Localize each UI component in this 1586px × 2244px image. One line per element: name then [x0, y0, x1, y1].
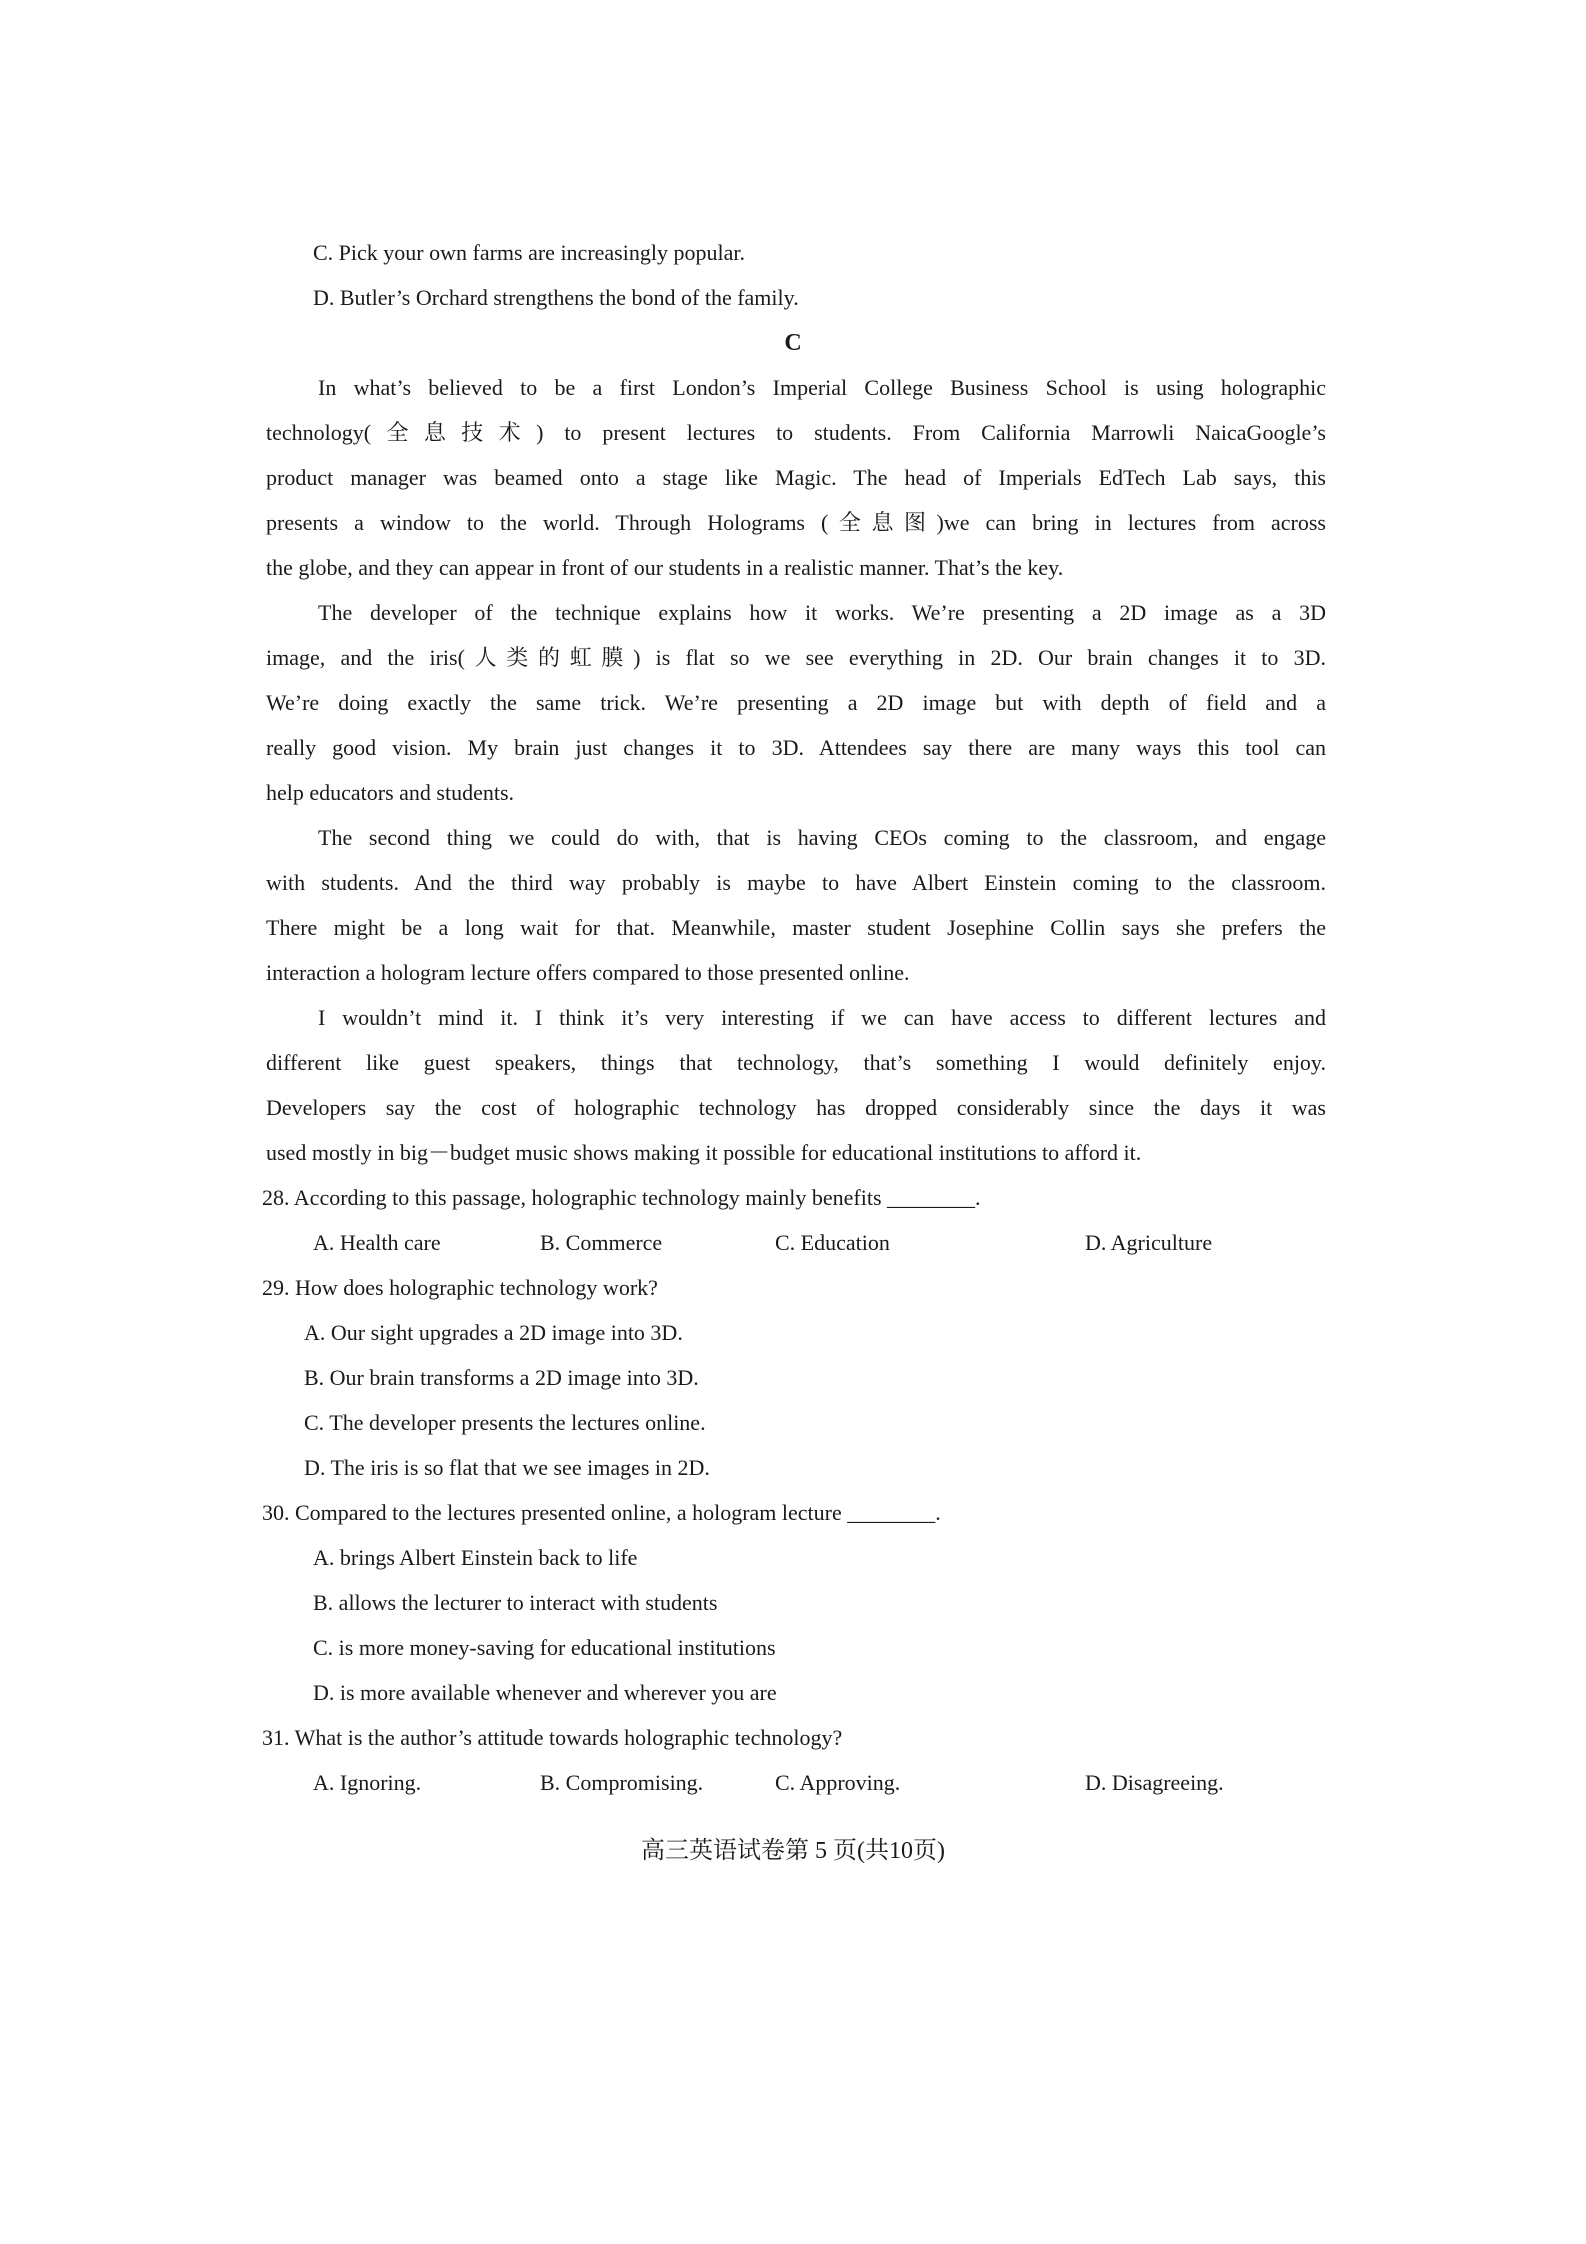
question-28-option-c: C. Education: [775, 1230, 890, 1255]
paragraph-4-line-4: used mostly in big－budget music shows making it possible for educational institutions to afford it.: [266, 1140, 1142, 1165]
question-31-stem: 31. What is the author’s attitude towards holographic technology?: [262, 1725, 843, 1750]
question-31-option-d: D. Disagreeing.: [1085, 1770, 1224, 1795]
section-heading: C: [784, 330, 802, 356]
question-28-stem: 28. According to this passage, holographic technology mainly benefits ________.: [262, 1185, 981, 1210]
paragraph-1-line-3: product manager was beamed onto a stage like Magic. The head of Imperials EdTech Lab says, this: [266, 465, 1326, 490]
paragraph-2-line-4: really good vision. My brain just changes it to 3D. Attendees say there are many ways this tool can: [266, 735, 1326, 760]
question-29-option-c: C. The developer presents the lectures online.: [304, 1410, 706, 1435]
question-31-option-a: A. Ignoring.: [313, 1770, 422, 1795]
paragraph-2-line-2: image, and the iris(人类的虹膜) is flat so we see everything in 2D. Our brain changes it to 3D.: [266, 645, 1326, 670]
question-31-option-b: B. Compromising.: [540, 1770, 704, 1795]
question-29-option-b: B. Our brain transforms a 2D image into 3D.: [304, 1365, 699, 1390]
question-29-stem: 29. How does holographic technology work?: [262, 1275, 658, 1300]
question-31-option-c: C. Approving.: [775, 1770, 901, 1795]
question-30-stem: 30. Compared to the lectures presented online, a hologram lecture ________.: [262, 1500, 941, 1525]
paragraph-4-line-2: different like guest speakers, things that technology, that’s something I would definitely enjoy.: [266, 1050, 1326, 1075]
question-28-option-d: D. Agriculture: [1085, 1230, 1213, 1255]
question-28-option-a: A. Health care: [313, 1230, 441, 1255]
paragraph-3-line-3: There might be a long wait for that. Meanwhile, master student Josephine Collin says she prefers the: [266, 915, 1326, 940]
question-30-option-a: A. brings Albert Einstein back to life: [313, 1545, 638, 1570]
question-30-option-c: C. is more money-saving for educational institutions: [313, 1635, 776, 1660]
question-29-option-d: D. The iris is so flat that we see images in 2D.: [304, 1455, 710, 1480]
question-28-option-b: B. Commerce: [540, 1230, 663, 1255]
page-footer: 高三英语试卷第 5 页(共10页): [641, 1838, 945, 1864]
paragraph-2-line-1: The developer of the technique explains how it works. We’re presenting a 2D image as a 3D: [318, 600, 1326, 625]
paragraph-4-line-3: Developers say the cost of holographic technology has dropped considerably since the days it was: [266, 1095, 1326, 1120]
question-30-option-d: D. is more available whenever and wherever you are: [313, 1680, 777, 1705]
paragraph-2-line-5: help educators and students.: [266, 780, 515, 805]
question-29-option-a: A. Our sight upgrades a 2D image into 3D.: [304, 1320, 683, 1345]
paragraph-3-line-2: with students. And the third way probably is maybe to have Albert Einstein coming to the classroom.: [266, 870, 1326, 895]
paragraph-1-line-1: In what’s believed to be a first London’s Imperial College Business School is using holographic: [318, 375, 1326, 400]
paragraph-4-line-1: I wouldn’t mind it. I think it’s very interesting if we can have access to different lectures and: [318, 1005, 1326, 1030]
prev-option-c: C. Pick your own farms are increasingly popular.: [313, 240, 745, 265]
paragraph-1-line-4: presents a window to the world. Through Holograms (全息图)we can bring in lectures from across: [266, 510, 1326, 535]
paragraph-3-line-4: interaction a hologram lecture offers compared to those presented online.: [266, 960, 910, 985]
paragraph-1-line-2: technology(全息技术) to present lectures to students. From California Marrowli NaicaGoogle’s: [266, 420, 1326, 445]
question-30-option-b: B. allows the lecturer to interact with students: [313, 1590, 718, 1615]
prev-option-d: D. Butler’s Orchard strengthens the bond of the family.: [313, 285, 799, 310]
paragraph-1-line-5: the globe, and they can appear in front of our students in a realistic manner. That’s the key.: [266, 555, 1064, 580]
paragraph-2-line-3: We’re doing exactly the same trick. We’re presenting a 2D image but with depth of field and a: [266, 690, 1326, 715]
paragraph-3-line-1: The second thing we could do with, that is having CEOs coming to the classroom, and engage: [318, 825, 1326, 850]
